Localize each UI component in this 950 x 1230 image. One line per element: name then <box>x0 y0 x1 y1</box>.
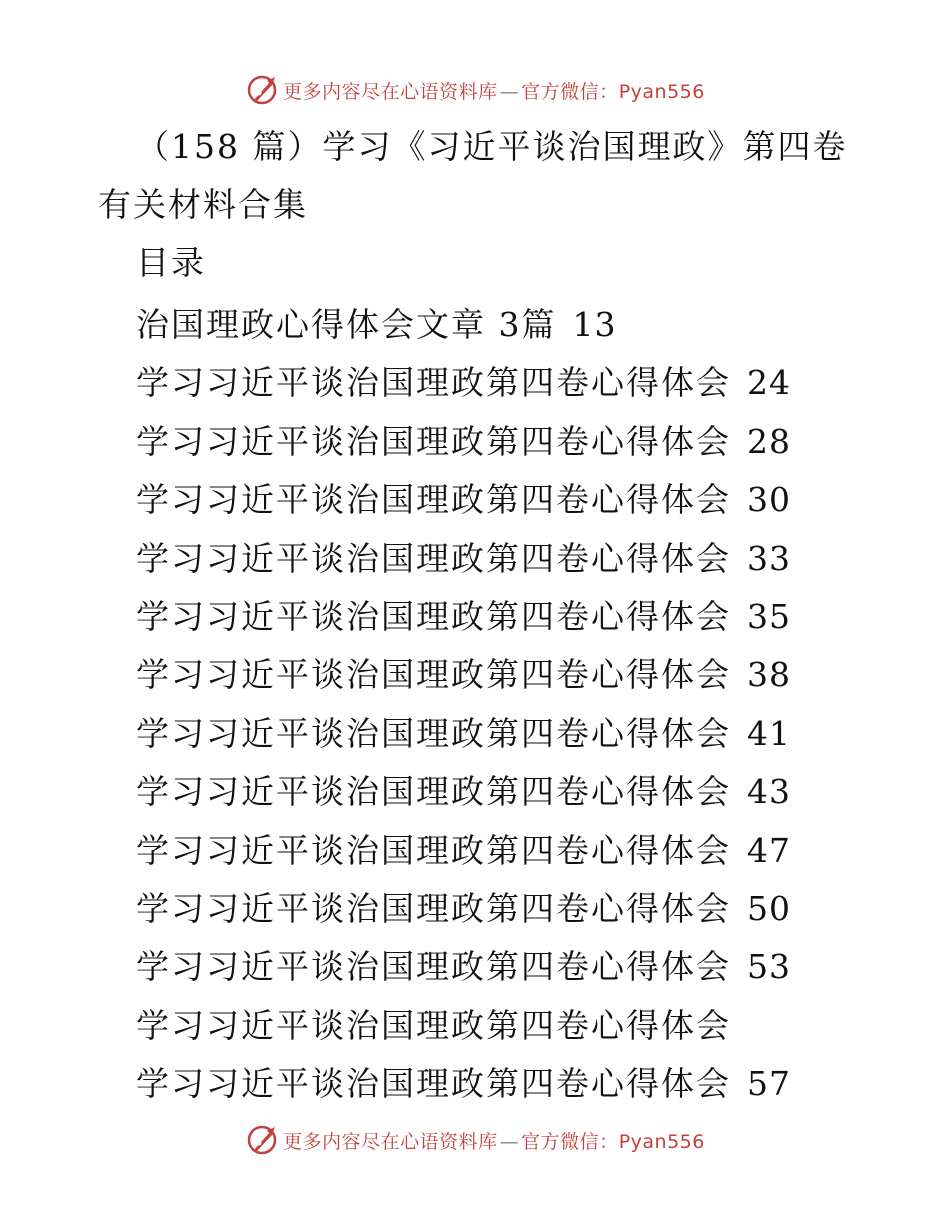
toc-entry-label: 学习习近平谈治国理政第四卷心得体会 <box>136 363 731 403</box>
toc-entry[interactable] <box>136 413 896 471</box>
toc-entry-page-number: 30 <box>747 480 791 520</box>
footer-banner-text: 更多内容尽在心语资料库 — 官方微信：Pyan556 <box>283 1130 705 1153</box>
toc-entry[interactable] <box>136 530 896 588</box>
toc-entry-label: 学习习近平谈治国理政第四卷心得体会 <box>136 421 731 461</box>
toc-entry-label: 学习习近平谈治国理政第四卷心得体会 <box>136 889 731 929</box>
toc-entry-page-number: 43 <box>747 772 791 812</box>
toc-entry-page-number: 33 <box>747 538 791 578</box>
toc-entry[interactable] <box>136 296 896 354</box>
toc-entry-label: 学习习近平谈治国理政第四卷心得体会 <box>136 597 731 637</box>
toc-entry-page-number: 38 <box>747 655 791 695</box>
toc-entry-label: 学习习近平谈治国理政第四卷心得体会 <box>136 538 731 578</box>
toc-entry-label: 学习习近平谈治国理政第四卷心得体会 <box>136 480 731 520</box>
toc-entry[interactable] <box>136 646 896 704</box>
toc-entry[interactable] <box>136 471 896 529</box>
toc-entry-page-number: 41 <box>747 713 791 753</box>
toc-entry[interactable] <box>136 880 896 938</box>
toc-entry-label: 学习习近平谈治国理政第四卷心得体会 <box>136 713 731 753</box>
toc-entry-label: 学习习近平谈治国理政第四卷心得体会 <box>136 1064 731 1104</box>
toc-entry[interactable] <box>136 354 896 412</box>
toc-entry-page-number: 50 <box>747 889 791 929</box>
footer-banner <box>0 1120 950 1160</box>
document-title: （158 篇）学习《习近平谈治国理政》第四卷有关材料合集 <box>98 127 848 224</box>
header-banner <box>0 70 950 110</box>
toc-entry[interactable] <box>136 1055 896 1113</box>
quill-pen-logo-icon <box>245 1123 279 1157</box>
toc-entry-label: 学习习近平谈治国理政第四卷心得体会 <box>136 947 731 987</box>
toc-heading: 目录 <box>136 243 206 282</box>
table-of-contents <box>136 296 896 1114</box>
toc-entry-page-number: 35 <box>747 597 791 637</box>
header-banner-text: 更多内容尽在心语资料库 — 官方微信：Pyan556 <box>283 80 705 103</box>
toc-entry-page-number: 13 <box>572 305 617 344</box>
toc-entry-page-number: 24 <box>747 363 791 403</box>
toc-entry-label: 治国理政心得体会文章 3篇 <box>136 305 557 344</box>
toc-entry-page-number: 28 <box>747 421 791 461</box>
header-banner-content <box>245 73 705 107</box>
toc-entry[interactable] <box>136 588 896 646</box>
toc-entry-label: 学习习近平谈治国理政第四卷心得体会 <box>136 1005 731 1045</box>
toc-entry[interactable] <box>136 938 896 996</box>
toc-entry-label: 学习习近平谈治国理政第四卷心得体会 <box>136 655 731 695</box>
toc-entry[interactable] <box>136 997 896 1055</box>
toc-entry-label: 学习习近平谈治国理政第四卷心得体会 <box>136 830 731 870</box>
toc-entry[interactable] <box>136 822 896 880</box>
toc-entry-page-number: 47 <box>747 830 791 870</box>
toc-entry-page-number: 57 <box>747 1064 791 1104</box>
toc-entry-page-number: 53 <box>747 947 791 987</box>
footer-banner-content <box>245 1123 705 1157</box>
toc-entry-label: 学习习近平谈治国理政第四卷心得体会 <box>136 772 731 812</box>
toc-entry[interactable] <box>136 763 896 821</box>
quill-pen-logo-icon <box>245 73 279 107</box>
toc-entry[interactable] <box>136 705 896 763</box>
